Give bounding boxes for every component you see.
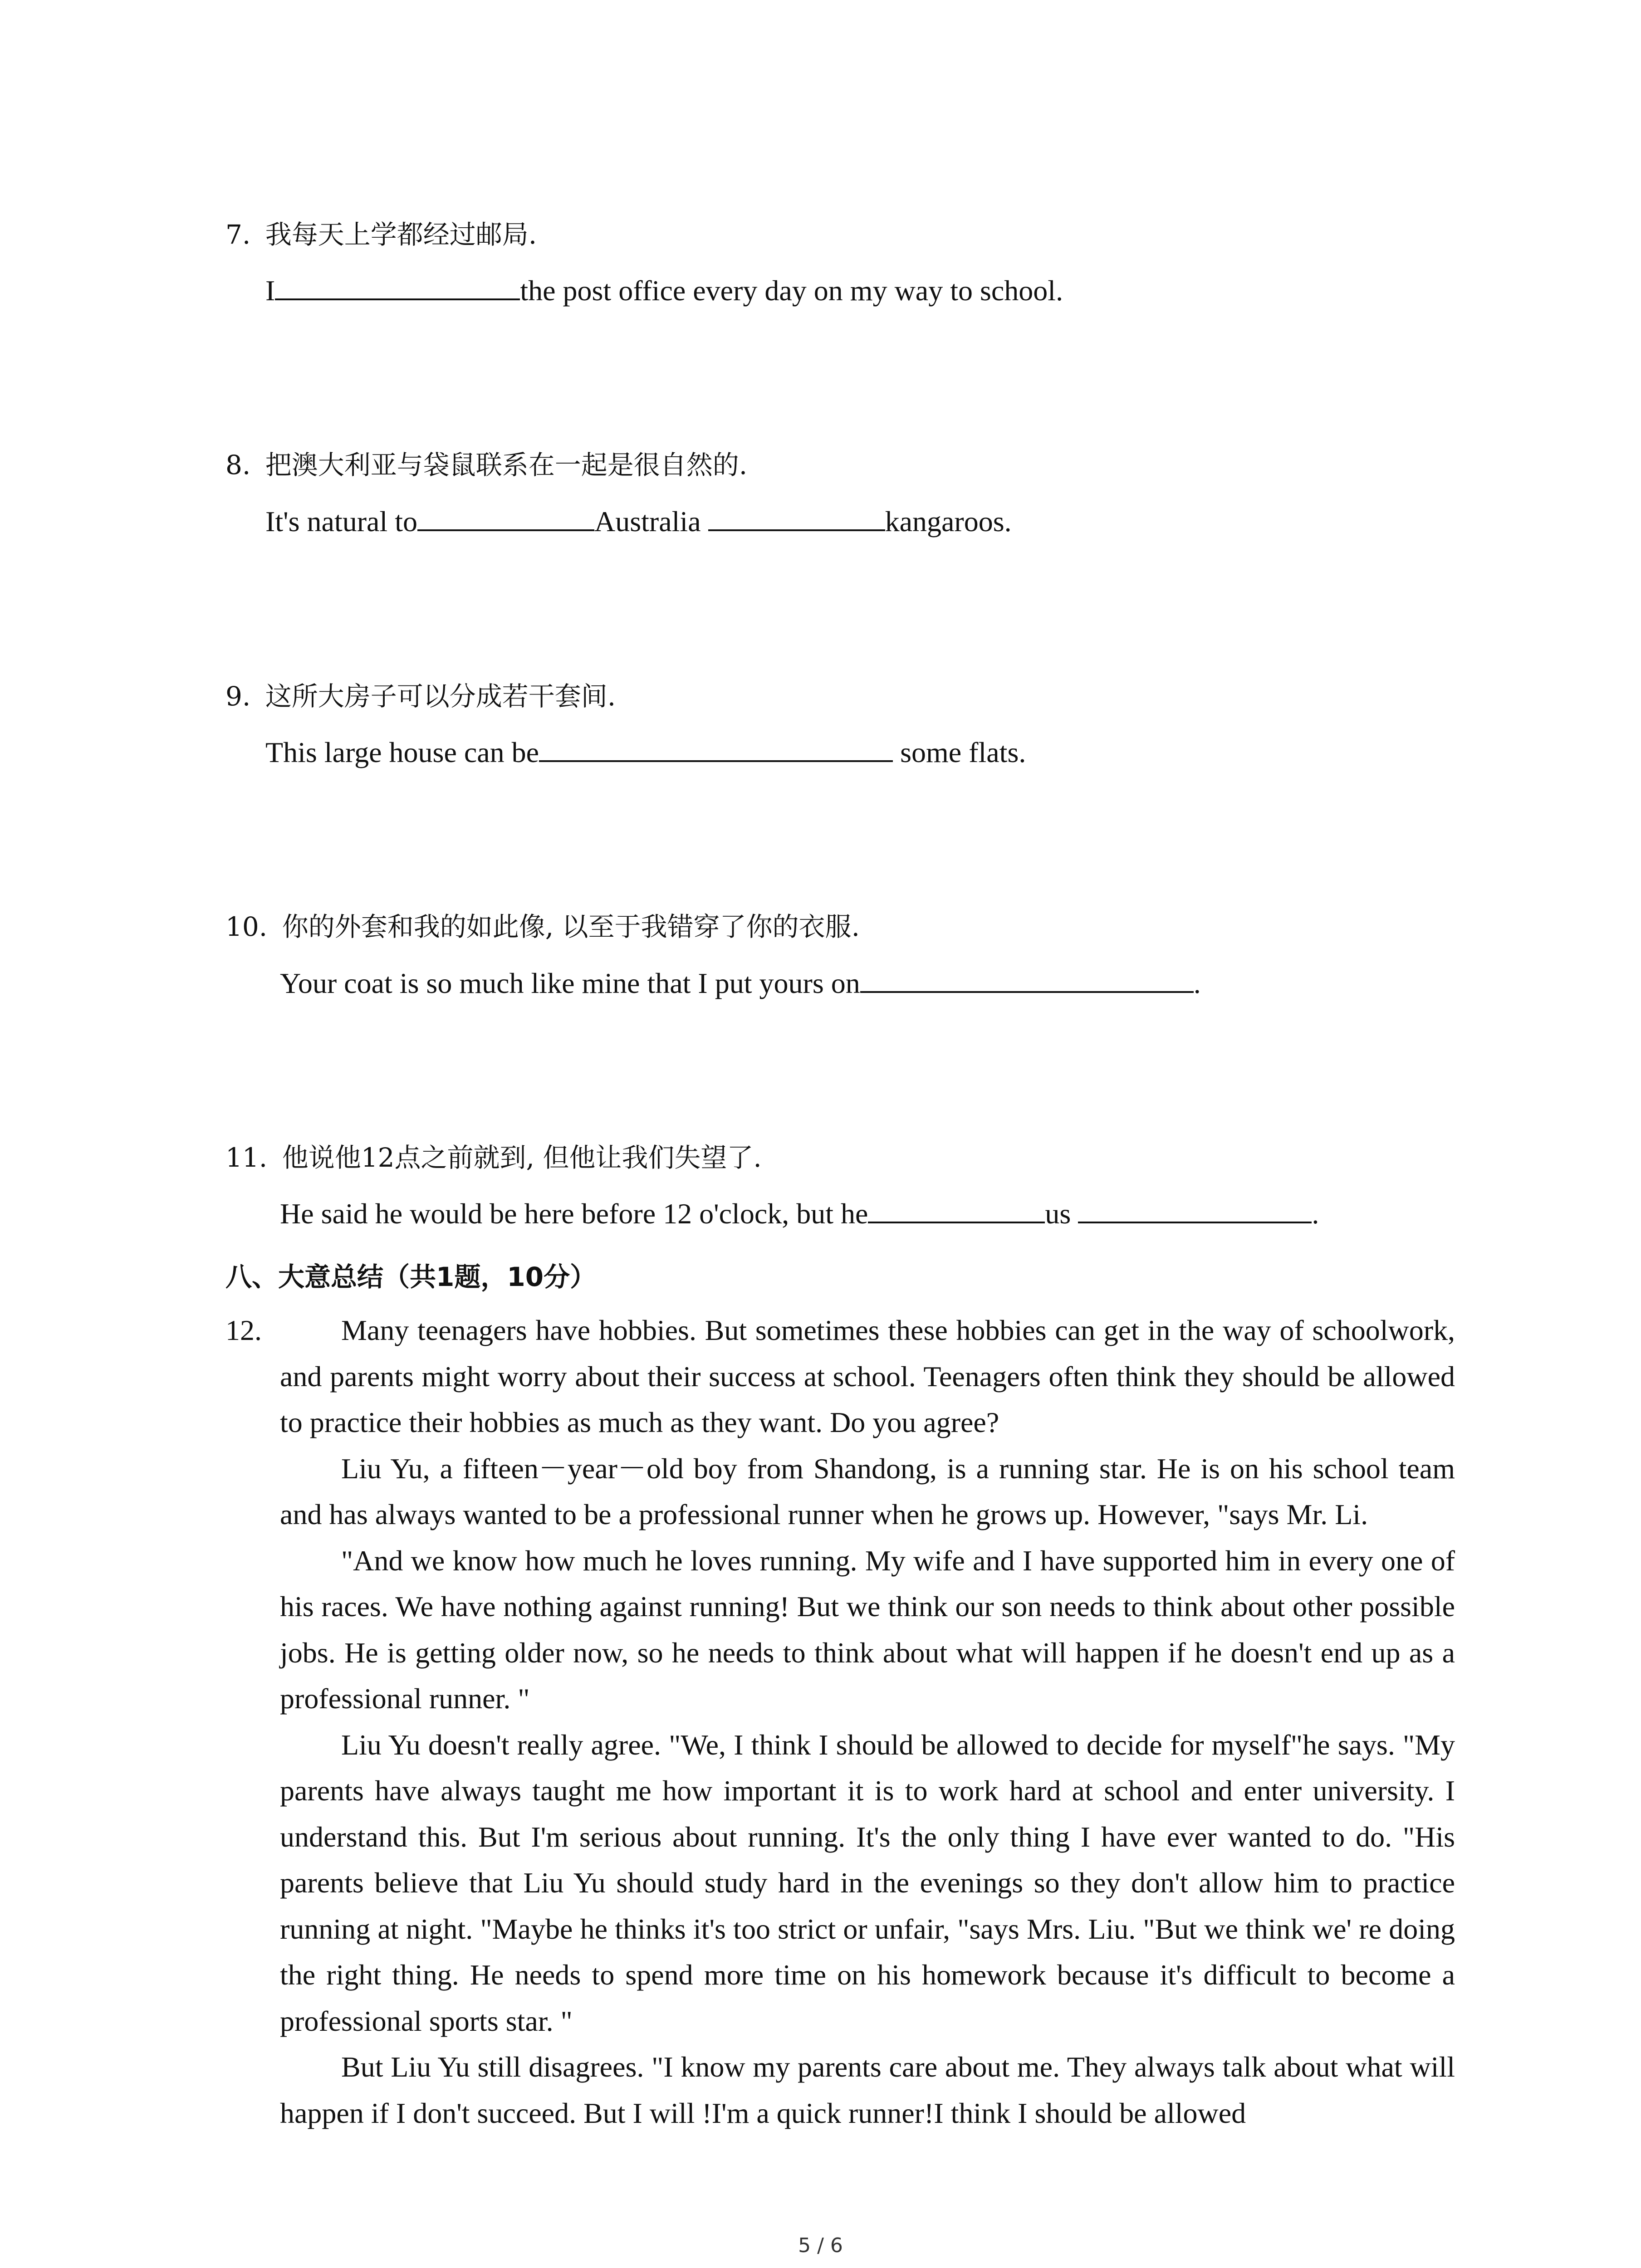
question-12-number: 12.	[225, 1314, 262, 1346]
sentence-fragment: us	[1045, 1198, 1078, 1230]
passage-paragraph: "And we know how much he loves running. My wife and I have supported him in every one of his races. We have nothing against running! But we think our son needs to think about other possible jobs. He is getting older now, so he needs to think about what will happen if he doesn't end up as a professional runner. "	[280, 1544, 1455, 1715]
answer-blank[interactable]	[1078, 1194, 1312, 1223]
chinese-sentence: 他说他12点之前就到, 但他让我们失望了.	[282, 1142, 762, 1173]
question-9-prompt	[225, 678, 616, 714]
question-9-english	[265, 733, 1026, 771]
question-7-prompt	[225, 216, 537, 253]
sentence-fragment: I	[265, 274, 275, 307]
sentence-fragment: He said he would be here before 12 o'clock, but he	[280, 1198, 868, 1230]
question-8-english	[265, 502, 1012, 540]
sentence-fragment: .	[1312, 1198, 1319, 1230]
answer-blank[interactable]	[539, 733, 893, 762]
sentence-fragment: the post office every day on my way to school.	[520, 274, 1063, 307]
question-number: 9.	[225, 681, 251, 712]
section-heading: 八、大意总结（共1题，10分）	[225, 1261, 597, 1292]
sentence-fragment: some flats.	[893, 736, 1026, 768]
chinese-sentence: 你的外套和我的如此像, 以至于我错穿了你的衣服.	[282, 911, 860, 942]
reading-passage	[280, 1307, 1455, 2136]
question-10-english	[280, 964, 1201, 1002]
passage-paragraph: Many teenagers have hobbies. But sometimes these hobbies can get in the way of schoolwork, and parents might worry about their success at school. Teenagers often think they should be allowed to practice their hobbies as much as they want. Do you agree?	[280, 1314, 1455, 1438]
passage-paragraph: Liu Yu, a fifteen－year－old boy from Shandong, is a running star. He is on his school team and has always wanted to be a professional runner when he grows up. However, "says Mr. Li.	[280, 1452, 1455, 1530]
question-number: 11.	[225, 1142, 268, 1173]
answer-blank[interactable]	[868, 1194, 1045, 1223]
passage-paragraph: Liu Yu doesn't really agree. "We, I think I should be allowed to decide for myself"he says. "My parents have always taught me how important it is to work hard at school and enter university. I understand this. But I'm serious about running. It's the only thing I have ever wanted to do. "His parents believe that Liu Yu should study hard in the evenings so they don't allow him to practice running at night. "Maybe he thinks it's too strict or unfair, "says Mrs. Liu. "But we think we' re doing the right thing. He needs to spend more time on his homework because it's difficult to become a professional sports star. "	[280, 1728, 1455, 2037]
sentence-fragment: It's natural to	[265, 505, 417, 538]
sentence-fragment: kangaroos.	[885, 505, 1012, 538]
answer-blank[interactable]	[275, 271, 520, 300]
passage-paragraph: But Liu Yu still disagrees. "I know my parents care about me. They always talk about what will happen if I don't succeed. But I will !I'm a quick runner!I think I should be allowed	[280, 2051, 1455, 2129]
question-10-prompt	[225, 909, 860, 945]
question-11-english	[280, 1194, 1319, 1232]
chinese-sentence: 我每天上学都经过邮局.	[265, 219, 537, 250]
question-7-english	[265, 271, 1063, 309]
question-11-prompt	[225, 1139, 762, 1176]
answer-blank[interactable]	[708, 502, 885, 531]
page-number: 5 / 6	[798, 2234, 843, 2257]
question-number: 8.	[225, 450, 251, 480]
sentence-fragment: Australia	[594, 505, 708, 538]
answer-blank[interactable]	[860, 964, 1194, 993]
question-8-prompt	[225, 447, 747, 483]
sentence-fragment: Your coat is so much like mine that I put yours on	[280, 967, 860, 999]
chinese-sentence: 这所大房子可以分成若干套间.	[265, 681, 616, 712]
question-number: 7.	[225, 219, 251, 250]
chinese-sentence: 把澳大利亚与袋鼠联系在一起是很自然的.	[265, 450, 748, 480]
sentence-fragment: This large house can be	[265, 736, 539, 768]
question-number: 10.	[225, 911, 268, 942]
sentence-fragment: .	[1193, 967, 1201, 999]
answer-blank[interactable]	[417, 502, 594, 531]
